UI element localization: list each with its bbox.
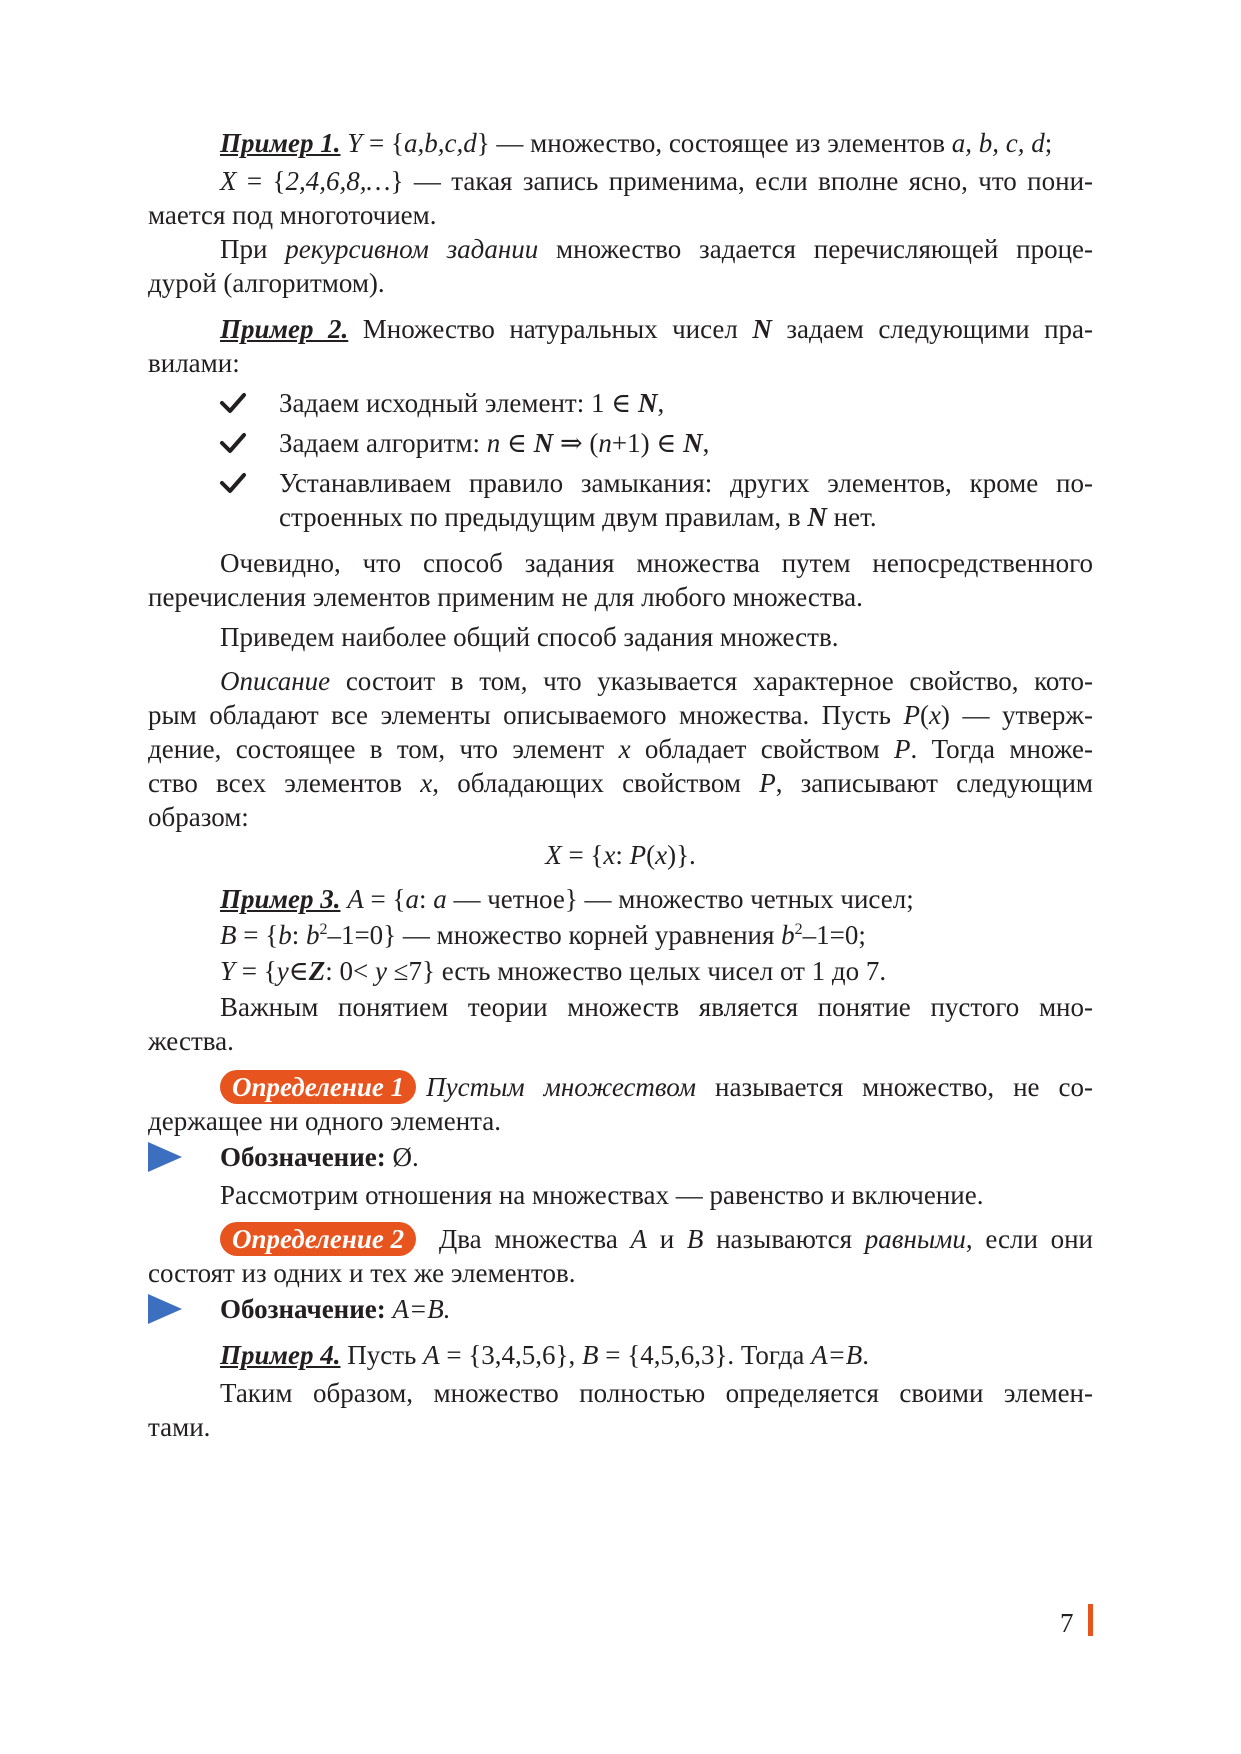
example-3-line-3 — [220, 954, 1093, 988]
text: Два множества — [426, 1224, 631, 1254]
math: n — [598, 428, 612, 458]
example-2-line — [220, 312, 1093, 346]
checkmark-icon — [220, 467, 246, 497]
notation-label: Обозначение: — [220, 1142, 386, 1172]
text: –1=0} — множество корней уравнения — [327, 920, 782, 950]
empty-set-paragraph-2: жества. — [148, 1026, 234, 1056]
set-symbol: N — [752, 314, 772, 344]
description-line-3 — [148, 732, 1093, 766]
emphasis: равными — [864, 1224, 966, 1254]
example-3-label: Пример 3. — [220, 884, 341, 914]
superscript: 2 — [794, 921, 803, 938]
text: –1=0; — [802, 920, 866, 950]
math: x — [603, 840, 616, 870]
math: X — [545, 840, 562, 870]
math: x — [618, 734, 631, 764]
notation-1 — [220, 1140, 1093, 1174]
list-item-text — [279, 426, 1093, 460]
math: x — [655, 840, 668, 870]
text: называются — [703, 1224, 865, 1254]
math: b — [278, 920, 292, 950]
math: B — [686, 1224, 704, 1254]
math: a,b,c,d — [403, 128, 477, 158]
math: 2,4,6,8,… — [285, 166, 391, 196]
text: } — множество, состоящее из элементов — [476, 128, 952, 158]
math: P — [629, 840, 647, 870]
math: a — [405, 884, 419, 914]
math: Y — [347, 128, 363, 158]
text: : 0< — [325, 956, 375, 986]
text: ≤7} есть множество целых чисел от 1 до 7. — [386, 956, 887, 986]
text: . Тогда множе- — [910, 734, 1093, 764]
list-item-text: Устанавливаем правило замыкания: других элементов, кроме по- — [279, 468, 1093, 498]
text: )}. — [667, 840, 696, 870]
text: ство всех элементов — [148, 768, 421, 798]
final-paragraph: Таким образом, множество полностью определяется своими элемен- — [220, 1378, 1093, 1408]
example-1-label: Пример 1. — [220, 128, 341, 158]
description-line-4 — [148, 766, 1093, 800]
set-symbol: N — [683, 428, 703, 458]
formula — [148, 838, 1093, 872]
math: y — [276, 956, 289, 986]
set-symbol: N — [637, 388, 658, 418]
text: строенных по предыдущим двум правилам, в — [279, 502, 808, 532]
page-number: 7 — [1060, 1608, 1074, 1638]
example-1-line-2 — [220, 164, 1093, 198]
list-item-text-2 — [279, 500, 1093, 534]
text: = {4,5,6,3}. Тогда — [598, 1340, 812, 1370]
text: = { — [561, 840, 604, 870]
page-number-bar — [1088, 1604, 1093, 1636]
list-item-text — [279, 386, 1093, 420]
math: b — [305, 920, 320, 950]
text: называется множество, не со- — [696, 1072, 1093, 1102]
text: = { — [363, 884, 406, 914]
example-2-line-2: вилами: — [148, 348, 240, 378]
paragraph-obvious: Очевидно, что способ задания множества путем непосредственного — [220, 548, 1093, 578]
text: При — [220, 234, 286, 264]
text: дение, состоящее в том, что элемент — [148, 734, 619, 764]
math: B — [220, 920, 237, 950]
text: Пусть — [340, 1340, 424, 1370]
math: x — [420, 768, 433, 798]
example-1-line — [220, 126, 1093, 160]
math: n — [486, 428, 501, 458]
recursive-paragraph — [220, 232, 1093, 266]
set-symbol: N — [533, 428, 554, 458]
text: обладает свойством — [630, 734, 895, 764]
text: = { — [236, 920, 279, 950]
emphasis: рекурсивном задании — [285, 234, 539, 264]
math: P — [903, 700, 920, 730]
example-4-label: Пример 4. — [220, 1340, 341, 1370]
superscript: 2 — [319, 921, 328, 938]
text: Множество натуральных чисел — [348, 314, 753, 344]
math: A — [630, 1224, 648, 1254]
set-symbol: Z — [308, 956, 326, 986]
text: , записывают следующим — [775, 768, 1093, 798]
notation-label: Обозначение: — [220, 1294, 386, 1324]
example-3-line — [220, 882, 1093, 916]
text: Задаем исходный элемент: 1 ∈ — [279, 388, 638, 418]
relations-paragraph: Рассмотрим отношения на множествах — равенство и включение. — [220, 1180, 984, 1210]
checkmark-icon — [220, 427, 246, 457]
right-triangle-arrow-icon — [148, 1294, 182, 1324]
right-triangle-arrow-icon — [148, 1142, 182, 1172]
text: нет. — [826, 502, 877, 532]
final-paragraph-2: тами. — [148, 1412, 211, 1442]
example-1-line-3: мается под многоточием. — [148, 200, 437, 230]
text: . — [862, 1340, 870, 1370]
text: , обладающих свойством — [432, 768, 760, 798]
text: Ø. — [385, 1142, 419, 1172]
description-paragraph — [220, 664, 1093, 698]
definition-1 — [220, 1070, 1093, 1104]
math: y — [374, 956, 387, 986]
example-3-line-2 — [220, 918, 1093, 952]
text: множество задается перечисляющей проце- — [538, 234, 1093, 264]
paragraph-general: Приведем наиболее общий способ задания множеств. — [220, 622, 839, 652]
math: A — [423, 1340, 440, 1370]
math: x — [928, 700, 941, 730]
definition-badge: Определение 1 — [220, 1070, 416, 1104]
text: состоит в том, что указывается характерное свойство, кото- — [330, 666, 1093, 696]
math: A — [347, 884, 364, 914]
definition-badge: Определение 2 — [220, 1222, 416, 1256]
definition-1-line-2: держащее ни одного элемента. — [148, 1106, 502, 1136]
math: b — [781, 920, 795, 950]
text: , — [702, 428, 710, 458]
text: ( — [646, 840, 656, 870]
text: ∈ — [288, 956, 309, 986]
text: ; — [1044, 128, 1053, 158]
emphasis: Описание — [220, 666, 331, 696]
definition-2 — [220, 1222, 1093, 1256]
set-symbol: N — [807, 502, 827, 532]
emphasis: Пустым множеством — [426, 1072, 697, 1102]
recursive-paragraph-2: дурой (алгоритмом). — [148, 268, 385, 298]
paragraph-obvious-2: перечисления элементов применим не для любого множества. — [148, 582, 863, 612]
text: : — [615, 840, 630, 870]
text: ∈ — [500, 428, 534, 458]
example-2-label: Пример 2. — [220, 314, 349, 344]
definition-2-line-2: состоят из одних и тех же элементов. — [148, 1258, 576, 1288]
text: задаем следующими пра- — [771, 314, 1094, 344]
math: a, b, c, d — [951, 128, 1045, 158]
math: B — [582, 1340, 599, 1370]
description-line-5: образом: — [148, 802, 249, 832]
checkmark-icon — [220, 387, 246, 417]
text: ⇒ ( — [553, 428, 599, 458]
math: P — [894, 734, 911, 764]
text: : — [418, 884, 434, 914]
text: ) — утверж- — [940, 700, 1094, 730]
notation-2 — [220, 1292, 1093, 1326]
text: ( — [919, 700, 929, 730]
example-4-line — [220, 1338, 1093, 1372]
text: = { — [236, 166, 286, 196]
text: : — [291, 920, 306, 950]
text: , — [657, 388, 665, 418]
text: — четное} — множество четных чисел; — [446, 884, 914, 914]
math: X — [220, 166, 237, 196]
math: a — [433, 884, 447, 914]
text: +1) ∈ — [611, 428, 684, 458]
math: A=B — [811, 1340, 863, 1370]
text: = {3,4,5,6}, — [439, 1340, 583, 1370]
description-line-2 — [148, 698, 1093, 732]
math: Y — [220, 956, 236, 986]
text: рым обладают все элементы описываемого множества. Пусть — [148, 700, 904, 730]
text: Задаем алгоритм: — [279, 428, 487, 458]
text: } — такая запись применима, если вполне ясно, что пони- — [390, 166, 1094, 196]
math: P — [759, 768, 776, 798]
empty-set-paragraph: Важным понятием теории множеств является понятие пустого мно- — [220, 992, 1093, 1022]
text: , если они — [965, 1224, 1094, 1254]
text: = { — [235, 956, 277, 986]
math: A=B. — [385, 1294, 451, 1324]
text: и — [647, 1224, 687, 1254]
text: = { — [362, 128, 404, 158]
